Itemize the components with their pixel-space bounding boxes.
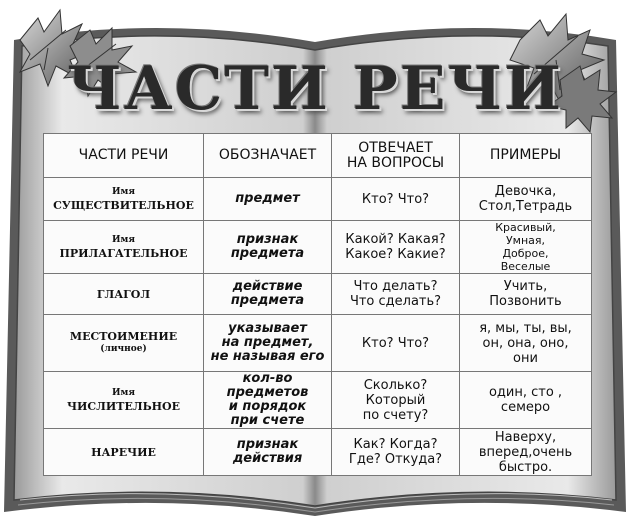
header-examples: ПРИМЕРЫ [460, 134, 592, 178]
questions-cell: Какой? Какая? Какое? Какие? [332, 221, 460, 274]
part-cell: Имя ЧИСЛИТЕЛЬНОЕ [44, 372, 204, 429]
part-cell: НАРЕЧИЕ [44, 429, 204, 476]
meaning-cell: предмет [204, 178, 332, 221]
questions-cell: Как? Когда? Где? Откуда? [332, 429, 460, 476]
table-row [44, 221, 592, 274]
examples-cell: я, мы, ты, вы, он, она, оно, они [460, 315, 592, 372]
meaning-cell: действие предмета [204, 274, 332, 315]
questions-cell: Что делать? Что сделать? [332, 274, 460, 315]
examples-cell: один, сто , семеро [460, 372, 592, 429]
examples-cell: Учить, Позвонить [460, 274, 592, 315]
table-row [44, 372, 592, 429]
meaning-cell: указывает на предмет, не называя его [204, 315, 332, 372]
questions-cell: Кто? Что? [332, 315, 460, 372]
header-meaning: ОБОЗНАЧАЕТ [204, 134, 332, 178]
table-row [44, 315, 592, 372]
header-questions: ОТВЕЧАЕТ НА ВОПРОСЫ [332, 134, 460, 178]
table-row [44, 429, 592, 476]
part-cell: Имя СУЩЕСТВИТЕЛЬНОЕ [44, 178, 204, 221]
header-part-of-speech: ЧАСТИ РЕЧИ [44, 134, 204, 178]
part-cell: Имя ПРИЛАГАТЕЛЬНОЕ [44, 221, 204, 274]
examples-cell: Красивый, Умная, Доброе, Веселые [460, 221, 592, 274]
table-row [44, 274, 592, 315]
examples-cell: Девочка, Стол,Тетрадь [460, 178, 592, 221]
meaning-cell: признак предмета [204, 221, 332, 274]
parts-of-speech-table-wrap [43, 133, 591, 473]
part-cell: МЕСТОИМЕНИЕ (личное) [44, 315, 204, 372]
meaning-cell: признак действия [204, 429, 332, 476]
table-header-row [44, 134, 592, 178]
questions-cell: Кто? Что? [332, 178, 460, 221]
examples-cell: Наверху, вперед,очень быстро. [460, 429, 592, 476]
table-row [44, 178, 592, 221]
meaning-cell: кол-во предметов и порядок при счете [204, 372, 332, 429]
part-cell: ГЛАГОЛ [44, 274, 204, 315]
questions-cell: Сколько? Который по счету? [332, 372, 460, 429]
parts-of-speech-table [43, 133, 592, 476]
poster-title: ЧАСТИ РЕЧИ [67, 54, 563, 124]
